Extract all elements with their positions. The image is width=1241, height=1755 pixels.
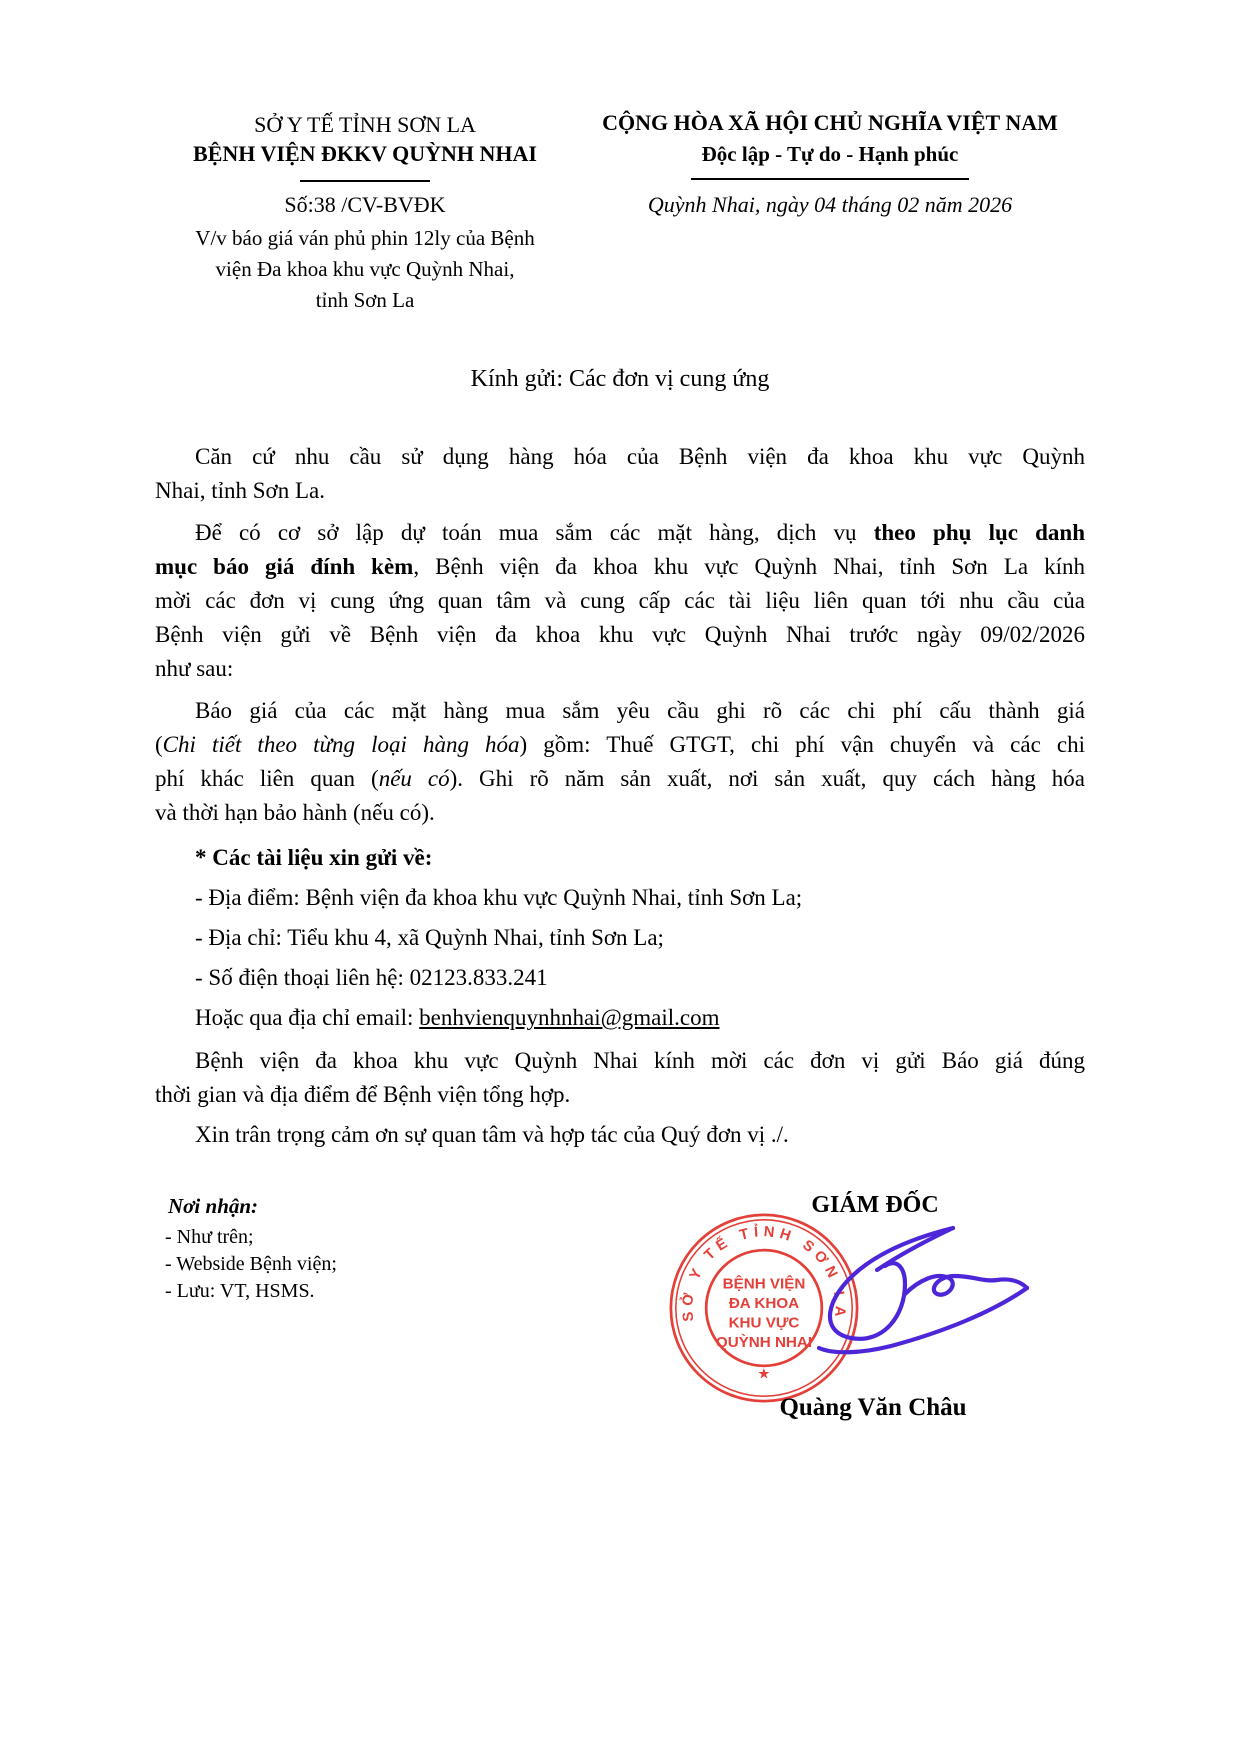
issuing-org-name: BỆNH VIỆN ĐKKV QUỲNH NHAI: [193, 141, 537, 166]
list-item-address: - Địa chỉ: Tiểu khu 4, xã Quỳnh Nhai, tỉnh Sơn La;: [195, 925, 664, 950]
text-line: [155, 516, 1085, 550]
director-signature: [782, 1218, 1034, 1368]
header-left-divider: [300, 180, 430, 182]
signer-title: GIÁM ĐỐC: [811, 1192, 939, 1218]
text-line: [155, 1078, 1085, 1112]
document-subject: [140, 223, 590, 316]
svg-text:KHU VỰC: KHU VỰC: [728, 1314, 800, 1332]
paragraph-thanks: Xin trân trọng cảm ơn sự quan tâm và hợp tác của Quý đơn vị ./.: [195, 1122, 789, 1147]
signer-name: Quàng Văn Châu: [779, 1394, 967, 1421]
paragraph-closing: [155, 1044, 1085, 1112]
text-run: phí khác liên quan (: [155, 766, 379, 791]
national-motto: Độc lập - Tự do - Hạnh phúc: [701, 142, 959, 166]
text-run-bold: theo phụ lục danh: [873, 520, 1085, 545]
text-run-italic: Chi tiết theo từng loại hàng hóa: [162, 732, 520, 757]
text-line: [155, 796, 1085, 830]
header-issuing-org: [140, 112, 590, 316]
subject-line-1: V/v báo giá ván phủ phin 12ly của Bệnh: [195, 226, 535, 250]
letter-body: [155, 440, 1085, 1152]
paragraph-invitation: [155, 516, 1085, 686]
recipients-title: Nơi nhận:: [168, 1194, 259, 1218]
header-national-motto: [590, 110, 1070, 218]
list-item-location: - Địa điểm: Bệnh viện đa khoa khu vực Quỳnh Nhai, tỉnh Sơn La;: [195, 885, 803, 910]
paragraph-basis: [155, 440, 1085, 508]
text-run: ). Ghi rõ năm sản xuất, nơi sản xuất, quy cách hàng hóa: [449, 766, 1086, 791]
parent-agency-name: SỞ Y TẾ TỈNH SƠN LA: [254, 112, 476, 137]
recipient-item: - Webside Bệnh viện;: [165, 1253, 337, 1275]
text-line: [155, 1044, 1085, 1078]
recipient-item: - Như trên;: [165, 1226, 254, 1248]
document-number: Số:38 /CV-BVĐK: [284, 192, 446, 217]
recipients-list: [165, 1224, 337, 1305]
text-run: thời gian và địa điểm để Bệnh viện tổng hợp.: [155, 1082, 571, 1107]
text-line: [155, 618, 1085, 652]
stamp-ring-text: SỞ Y TẾ TỈNH SƠN LA: [680, 1224, 848, 1323]
stamp-star-icon: ★: [757, 1366, 771, 1383]
text-run: Để có cơ sở lập dự toán mua sắm các mặt hàng, dịch vụ: [195, 520, 874, 545]
svg-text:ĐA KHOA: ĐA KHOA: [728, 1295, 800, 1312]
subject-line-2: viện Đa khoa khu vực Quỳnh Nhai,: [215, 257, 515, 281]
salutation: Kính gửi: Các đơn vị cung ứng: [470, 366, 770, 392]
text-line: [155, 474, 1085, 508]
text-line: [155, 762, 1085, 796]
text-run: , Bệnh viện đa khoa khu vực Quỳnh Nhai, tỉnh Sơn La kính: [413, 554, 1085, 579]
text-line: [155, 652, 1085, 686]
text-line: [155, 550, 1085, 584]
header-right-divider: [691, 178, 969, 180]
text-line: [155, 584, 1085, 618]
documents-header: * Các tài liệu xin gửi về:: [195, 845, 433, 870]
email-prefix: Hoặc qua địa chỉ email:: [195, 1005, 420, 1030]
text-run: và thời hạn bảo hành (nếu có).: [155, 800, 435, 825]
text-line: [155, 440, 1085, 474]
text-run: Bệnh viện đa khoa khu vực Quỳnh Nhai kính mời các đơn vị gửi Báo giá đúng: [195, 1048, 1085, 1073]
text-run: (: [155, 732, 163, 757]
list-item-phone: - Số điện thoại liên hệ: 02123.833.241: [195, 965, 548, 990]
text-run: Bệnh viện gửi về Bệnh viện đa khoa khu vực Quỳnh Nhai trước ngày 09/02/2026: [155, 622, 1085, 647]
text-run-bold: mục báo giá đính kèm: [155, 554, 414, 579]
text-run: như sau:: [155, 656, 234, 681]
svg-text:BỆNH VIỆN: BỆNH VIỆN: [722, 1275, 806, 1293]
text-run: Nhai, tỉnh Sơn La.: [155, 478, 325, 503]
paragraph-quote-requirements: [155, 694, 1085, 830]
text-run: mời các đơn vị cung ứng quan tâm và cung cấp các tài liệu liên quan tới nhu cầu của: [155, 588, 1085, 613]
text-run-italic: nếu có: [378, 766, 450, 791]
recipient-item: - Lưu: VT, HSMS.: [165, 1280, 315, 1302]
subject-line-3: tỉnh Sơn La: [315, 288, 415, 312]
text-run: ) gồm: Thuế GTGT, chi phí vận chuyển và các chi: [519, 732, 1085, 757]
text-line: [155, 694, 1085, 728]
list-item-email: [155, 998, 1085, 1038]
text-run: Căn cứ nhu cầu sử dụng hàng hóa của Bệnh viện đa khoa khu vực Quỳnh: [195, 444, 1085, 469]
place-date-line: Quỳnh Nhai, ngày 04 tháng 02 năm 2026: [647, 192, 1013, 217]
national-title: CỘNG HÒA XÃ HỘI CHỦ NGHĨA VIỆT NAM: [602, 110, 1058, 135]
svg-text:QUỲNH NHAI: QUỲNH NHAI: [715, 1334, 813, 1352]
email-link[interactable]: benhvienquynhnhai@gmail.com: [419, 1005, 720, 1030]
text-line: [155, 728, 1085, 762]
signature-scribble-icon: [782, 1218, 1034, 1368]
text-run: Báo giá của các mặt hàng mua sắm yêu cầu ghi rõ các chi phí cấu thành giá: [195, 698, 1085, 723]
